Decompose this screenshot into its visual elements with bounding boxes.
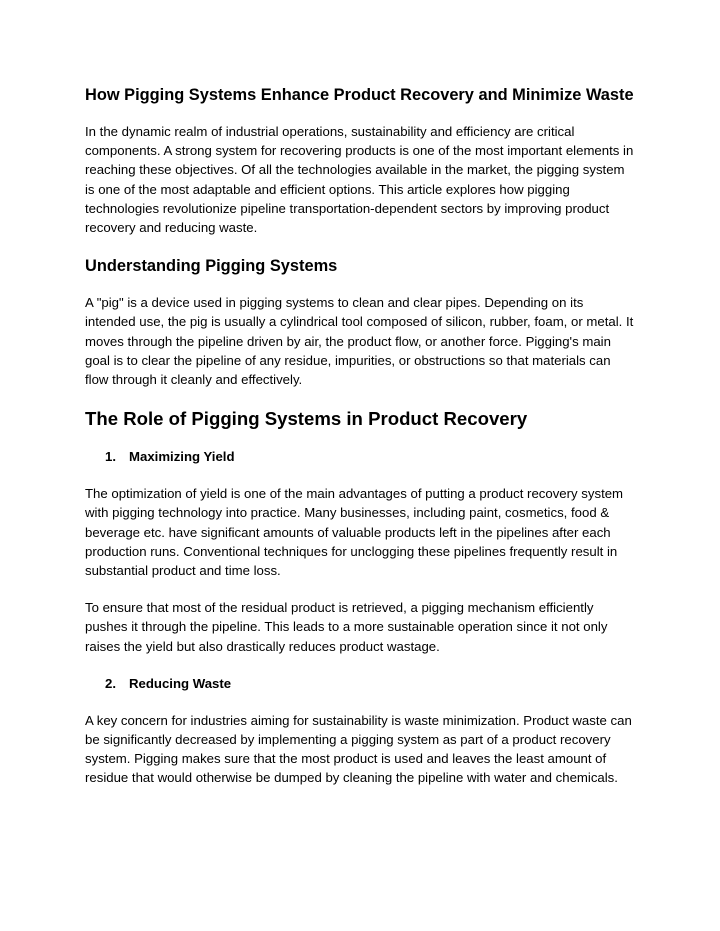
- section-heading-role: The Role of Pigging Systems in Product Recovery: [85, 408, 528, 430]
- maximizing-yield-paragraph-2: To ensure that most of the residual product is retrieved, a pigging mechanism efficiently pushes it through the pipeline. This leads to a more sustainable operation since it not only raises the yield but also drastically reduces product wastage.: [85, 600, 608, 654]
- section-heading-understanding: Understanding Pigging Systems: [85, 257, 338, 276]
- maximizing-yield-paragraph-1: The optimization of yield is one of the main advantages of putting a product recovery system with pigging technology into practice. Many businesses, including paint, cosmetics, food & beverage etc. have significant amounts of valuable products left in the pipelines after each production runs. Conventional techniques for unclogging these pipelines frequently result in substantial product and time loss.: [85, 486, 624, 579]
- intro-paragraph: In the dynamic realm of industrial operations, sustainability and efficiency are critical components. A strong system for recovering products is one of the most important elements in reaching these objectives. Of all the technologies available in the market, the pigging system is one of the most adaptable and efficient options. This article explores how pigging technologies revolutionize pipeline transportation-dependent sectors by improving product recovery and reducing waste.: [85, 124, 634, 236]
- document-title: How Pigging Systems Enhance Product Recovery and Minimize Waste: [85, 86, 634, 104]
- reducing-waste-paragraph: A key concern for industries aiming for sustainability is waste minimization. Product waste can be significantly decreased by implementing a pigging system as part of a product recovery system. Pigging makes sure that the most product is used and leaves the least amount of residue that would otherwise be dumped by cleaning the pipeline with water and chemicals.: [85, 712, 632, 786]
- list-number: 2.: [105, 675, 116, 691]
- understanding-paragraph: A "pig" is a device used in pigging systems to clean and clear pipes. Depending on its intended use, the pig is usually a cylindrical tool composed of silicon, rubber, foam, or metal. It moves through the pipeline driven by air, the product flow, or another force. Pigging's main goal is to clear the pipeline of any residue, impurities, or obstructions so that materials can flow through it cleanly and effectively.: [85, 295, 634, 388]
- list-number: 1.: [105, 449, 116, 465]
- numbered-heading-maximizing-yield: [105, 447, 634, 466]
- list-title: Maximizing Yield: [129, 449, 235, 465]
- list-title: Reducing Waste: [129, 675, 232, 691]
- paragraph-gap: [85, 656, 634, 674]
- numbered-heading-reducing-waste: [105, 674, 634, 693]
- paragraph-gap: [85, 580, 634, 598]
